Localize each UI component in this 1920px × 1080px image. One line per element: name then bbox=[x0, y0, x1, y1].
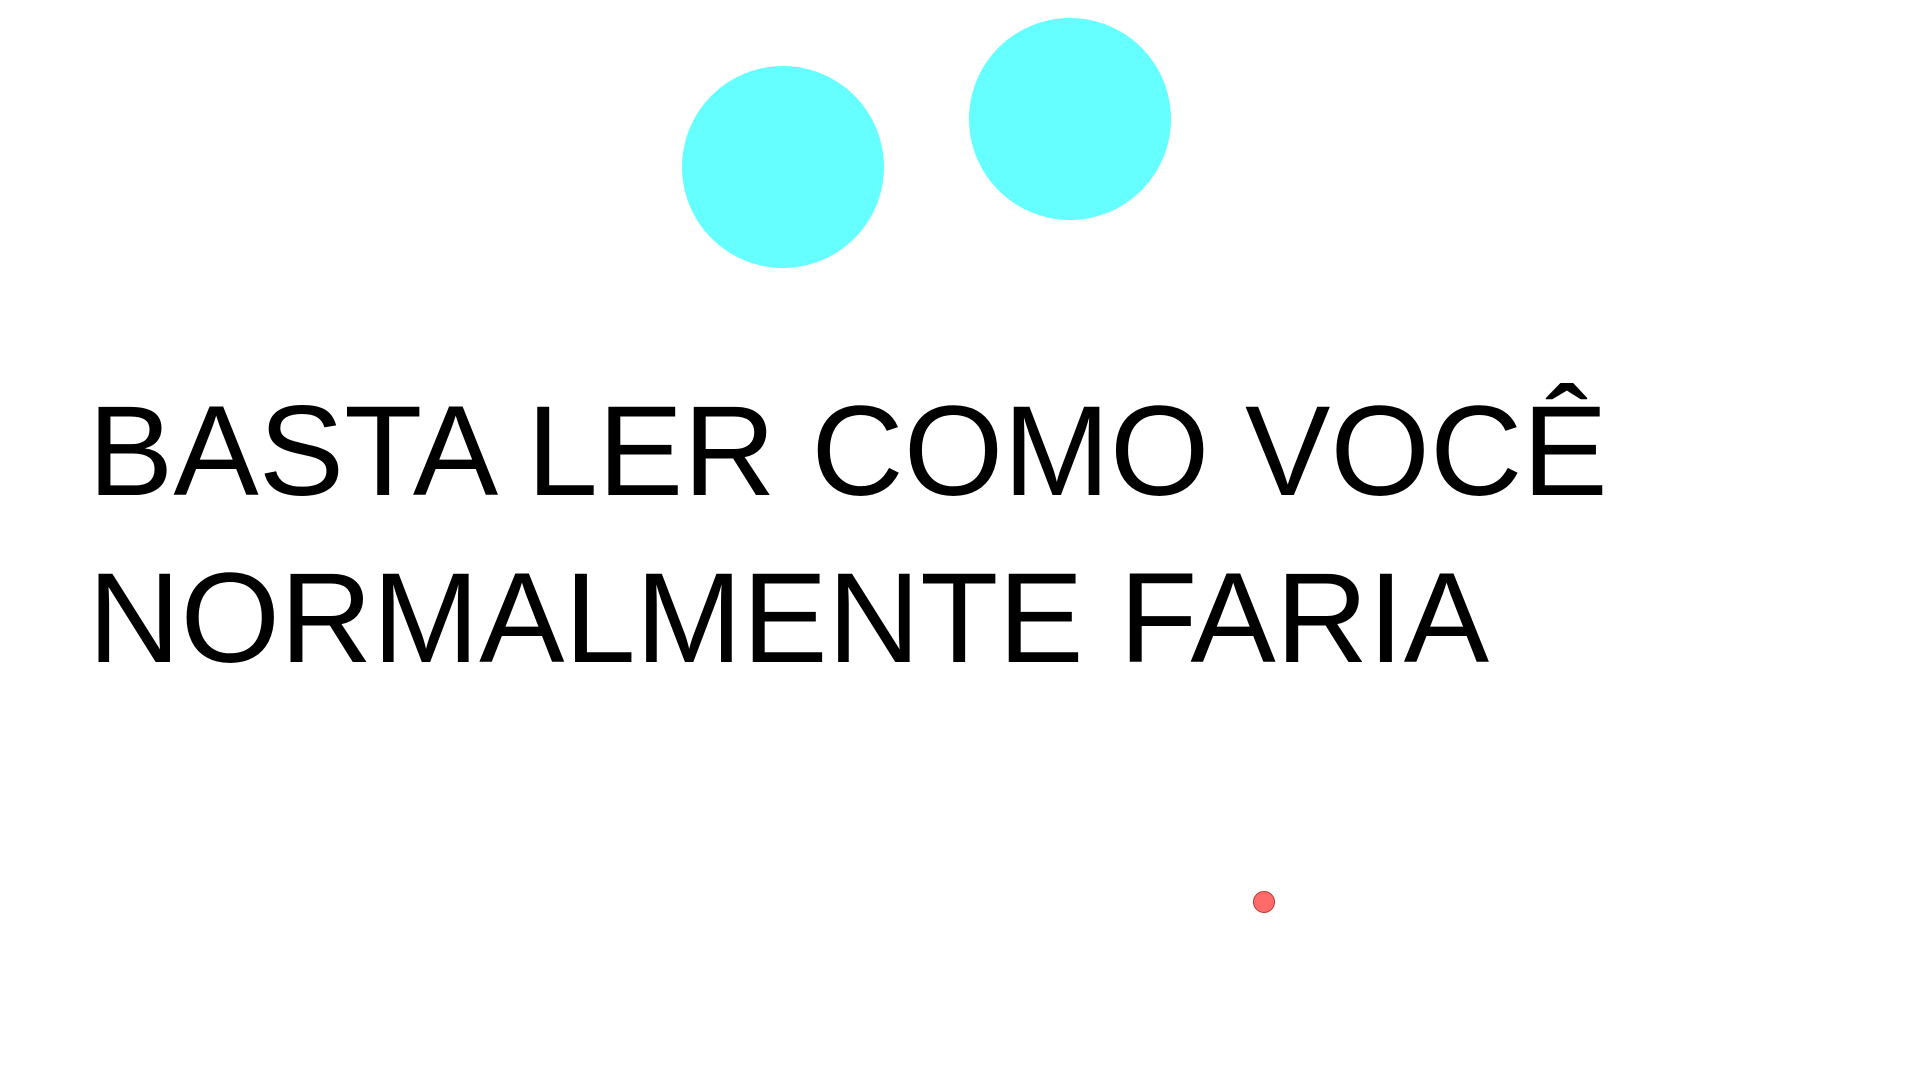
right-eye-marker bbox=[969, 18, 1171, 220]
instruction-line-2: NORMALMENTE FARIA bbox=[88, 547, 1490, 690]
pointer-dot[interactable] bbox=[1253, 891, 1275, 913]
instruction-text bbox=[88, 368, 1888, 702]
instruction-line-1: BASTA LER COMO VOCÊ bbox=[88, 380, 1608, 523]
left-eye-marker bbox=[682, 66, 884, 268]
